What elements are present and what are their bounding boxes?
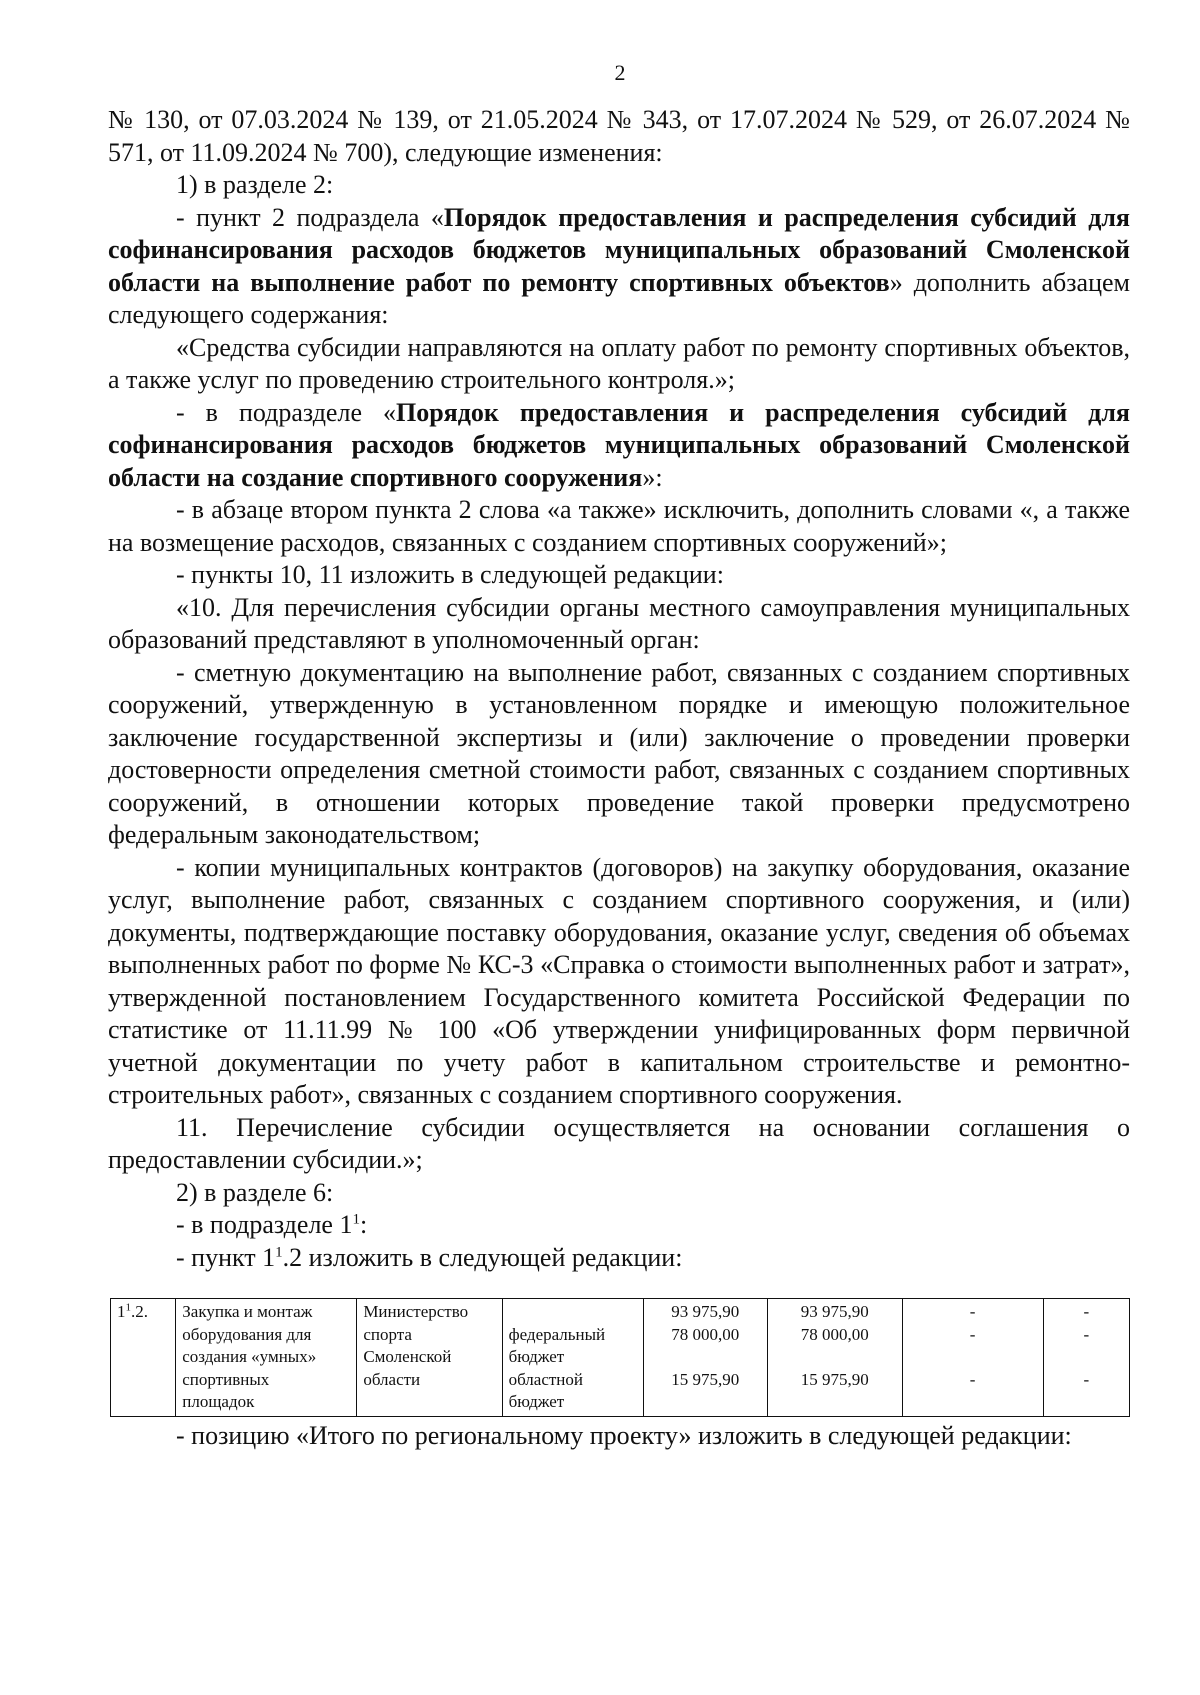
cell-text: оборудования для bbox=[182, 1324, 312, 1344]
cell-text: федеральный bbox=[508, 1324, 606, 1344]
cell-text: спорта bbox=[363, 1324, 412, 1344]
paragraph-quote-funds: «Средства субсидии направляются на оплату работ по ремонту спортивных объектов, а также услуг по проведению строительного контроля.»; bbox=[108, 332, 1130, 394]
text-run: : bbox=[359, 1210, 368, 1239]
paragraph-section-6: 2) в разделе 6: bbox=[176, 1177, 334, 1207]
cell-text: Министерство bbox=[363, 1302, 469, 1321]
paragraph-item-11: 11. Перечисление субсидии осуществляется на основании соглашения о предоставлении субсидии.»; bbox=[108, 1112, 1130, 1174]
cell-value: 78 000,00 bbox=[671, 1324, 740, 1344]
item-number-cell bbox=[111, 1299, 176, 1417]
paragraph-estimate-docs: - сметную документацию на выполнение работ, связанных с созданием спортивных сооружений, утвержденную в установленном порядке и имеющую положительное заключение государственной экспертизы и (или) заключение о проведении проверки достоверности определения сметной стоимости работ, связанных с созданием спортивных сооружений, в отношении которых проведение такой проверки предусмотрено федеральным законодательством; bbox=[108, 657, 1130, 849]
cell-value: 78 000,00 bbox=[800, 1324, 869, 1344]
paragraph-item-1-1-2 bbox=[108, 1242, 1130, 1275]
cell-spacer bbox=[774, 1346, 896, 1369]
cell-spacer bbox=[650, 1346, 761, 1369]
text-run: - в подразделе « bbox=[176, 397, 396, 427]
cell-value: 15 975,90 bbox=[671, 1369, 740, 1389]
cell-value: - bbox=[969, 1302, 976, 1321]
cell-value: - bbox=[969, 1324, 976, 1344]
text-run: 1 bbox=[117, 1302, 126, 1321]
cell-text: Закупка и монтаж bbox=[182, 1302, 313, 1321]
cell-text: области bbox=[363, 1369, 421, 1389]
cell-spacer bbox=[909, 1346, 1037, 1369]
document-body bbox=[108, 104, 1130, 1274]
superscript: 1 bbox=[275, 1243, 283, 1260]
paragraph-subsection-repair bbox=[108, 202, 1130, 332]
paragraph-contract-copies: - копии муниципальных контрактов (договоров) на закупку оборудования, оказание услуг, выполнение работ, связанных с созданием спортивного сооружения, и (или) документы, подтверждающие поставку оборудования, оказание услуг, сведения об объемах выполненных работ по форме № КС-3 «Справка о стоимости выполненных работ и затрат», утвержденной постановлением Государственного комитета Российской Федерации по статистике от 11.11.99 № 100 «Об утверждении унифицированных форм первичной учетной документации по учету работ в капитальном строительстве и ремонтно-строительных работ», связанных с созданием спортивного сооружения. bbox=[108, 852, 1130, 1109]
superscript: 1 bbox=[352, 1211, 360, 1228]
paragraph-item-10: «10. Для перечисления субсидии органы местного самоуправления муниципальных образований представляют в уполномоченный орган: bbox=[108, 592, 1130, 654]
funding-source-cell bbox=[502, 1299, 643, 1417]
amount-cell bbox=[902, 1299, 1043, 1417]
cell-text: создания «умных» bbox=[182, 1347, 317, 1366]
page-number: 2 bbox=[614, 60, 626, 85]
cell-text: бюджет bbox=[508, 1347, 565, 1366]
cell-value: - bbox=[1083, 1369, 1090, 1389]
amount-cell bbox=[1043, 1299, 1129, 1417]
document-body-continued bbox=[108, 1420, 1130, 1453]
cell-value: - bbox=[1083, 1324, 1090, 1344]
cell-value: 93 975,90 bbox=[800, 1302, 869, 1321]
cell-value: - bbox=[969, 1369, 976, 1389]
table-row bbox=[111, 1299, 1130, 1417]
text-run: » дополнить абзацем следующего содержания: bbox=[108, 267, 1130, 329]
paragraph-intro: № 130, от 07.03.2024 № 139, от 21.05.2024 № 343, от 17.07.2024 № 529, от 26.07.2024 № 571, от 11.09.2024 № 700), следующие изменения: bbox=[108, 105, 1130, 167]
cell-value: 93 975,90 bbox=[671, 1302, 740, 1321]
bold-title: Порядок предоставления и распределения субсидий для софинансирования расходов бюджетов муниципальных образований Смоленской области на создание спортивного сооружения bbox=[108, 397, 1130, 492]
superscript: 1 bbox=[125, 1301, 131, 1314]
paragraph-subsection-1-1 bbox=[108, 1209, 1130, 1242]
amount-cell bbox=[767, 1299, 902, 1417]
text-run: - пункт 2 подраздела « bbox=[176, 202, 444, 232]
cell-text: площадок bbox=[182, 1392, 255, 1411]
cell-text: Смоленской bbox=[363, 1347, 452, 1366]
cell-text: спортивных bbox=[182, 1369, 270, 1389]
text-run: .2 изложить в следующей редакции: bbox=[282, 1242, 683, 1272]
cell-text: бюджет bbox=[508, 1392, 565, 1411]
cell-value: - bbox=[1083, 1302, 1090, 1321]
text-run: »: bbox=[642, 462, 663, 492]
paragraph-subsection-construction bbox=[108, 397, 1130, 495]
paragraph-items-10-11: - пункты 10, 11 изложить в следующей редакции: bbox=[176, 560, 724, 589]
cell-spacer bbox=[1050, 1346, 1123, 1369]
bold-title: Порядок предоставления и распределения субсидий для софинансирования расходов бюджетов муниципальных образований Смоленской области на выполнение работ по ремонту спортивных объектов bbox=[108, 202, 1130, 297]
text-run: .2. bbox=[131, 1302, 148, 1321]
text-run: - пункт 1 bbox=[176, 1242, 276, 1272]
project-table bbox=[110, 1298, 1130, 1417]
paragraph-section-2: 1) в разделе 2: bbox=[176, 170, 334, 199]
text-run: - в подразделе 1 bbox=[176, 1210, 353, 1239]
cell-value: 15 975,90 bbox=[800, 1369, 869, 1389]
cell-text: областной bbox=[508, 1369, 584, 1389]
paragraph-itogo-position: - позицию «Итого по региональному проекту» изложить в следующей редакции: bbox=[176, 1421, 1072, 1450]
amount-cell bbox=[643, 1299, 767, 1417]
paragraph-amend-abzats: - в абзаце втором пункта 2 слова «а также» исключить, дополнить словами «, а также на возмещение расходов, связанных с созданием спортивных сооружений»; bbox=[108, 495, 1130, 557]
cell-spacer bbox=[509, 1301, 637, 1324]
item-name-cell bbox=[176, 1299, 357, 1417]
organization-cell bbox=[357, 1299, 502, 1417]
